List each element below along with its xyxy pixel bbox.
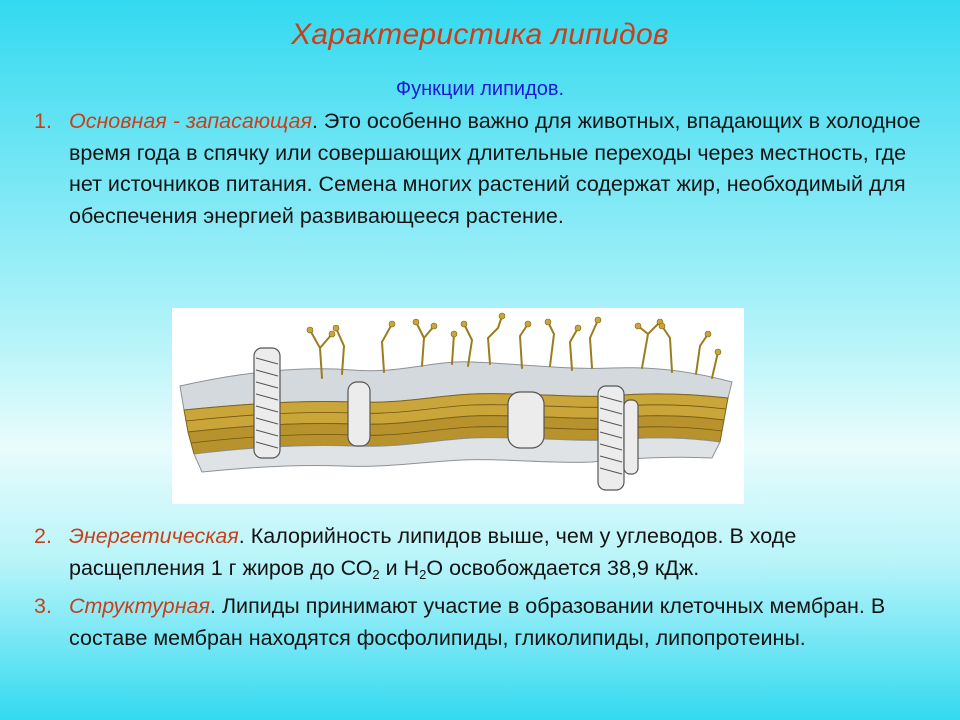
membrane-drawing <box>172 308 744 504</box>
item-text: и Н <box>379 555 420 580</box>
protein-globular <box>348 382 370 446</box>
item-term: Энергетическая <box>69 524 239 548</box>
item-body <box>69 521 934 584</box>
glycocalyx-beads <box>307 313 721 355</box>
protein-helix-right-2 <box>624 400 638 474</box>
lipid-function-item-energy <box>34 521 934 584</box>
protein-helix-left <box>254 348 280 458</box>
lipid-function-item-structural <box>34 591 934 654</box>
item-text: . Это особенно важно для животных, впадающих в холодное время года в спячку или совершающих длительные переходы через местность, где нет источников питания. Семена многих растений содержат жир, необходимый для обеспечения энергией развивающееся растение. <box>69 109 921 228</box>
item-number: 1. <box>34 109 52 133</box>
cell-membrane-illustration <box>172 308 744 504</box>
protein-peripheral <box>508 392 544 448</box>
slide-title: Характеристика липидов <box>291 18 669 51</box>
item-body <box>69 591 934 654</box>
item-subscript: 2 <box>372 566 380 582</box>
item-text: О освобождается 38,9 кДж. <box>426 555 700 580</box>
slide-subtitle: Функции липидов. <box>395 78 565 100</box>
item-text: . Калорийность липидов выше, чем у углеводов. В ходе расщепления 1 г жиров до СО <box>69 524 797 580</box>
item-number: 2. <box>34 524 52 548</box>
item-number: 3. <box>34 594 52 618</box>
item-subscript: 2 <box>419 566 427 582</box>
item-term: Основная - запасающая <box>69 109 312 133</box>
item-text: . Липиды принимают участие в образовании клеточных мембран. В составе мембран находятся фосфолипиды, гликолипиды, липопротеины. <box>69 594 886 650</box>
item-body <box>69 106 934 232</box>
lipid-function-item-storage <box>34 106 934 232</box>
item-term: Структурная <box>69 594 210 618</box>
